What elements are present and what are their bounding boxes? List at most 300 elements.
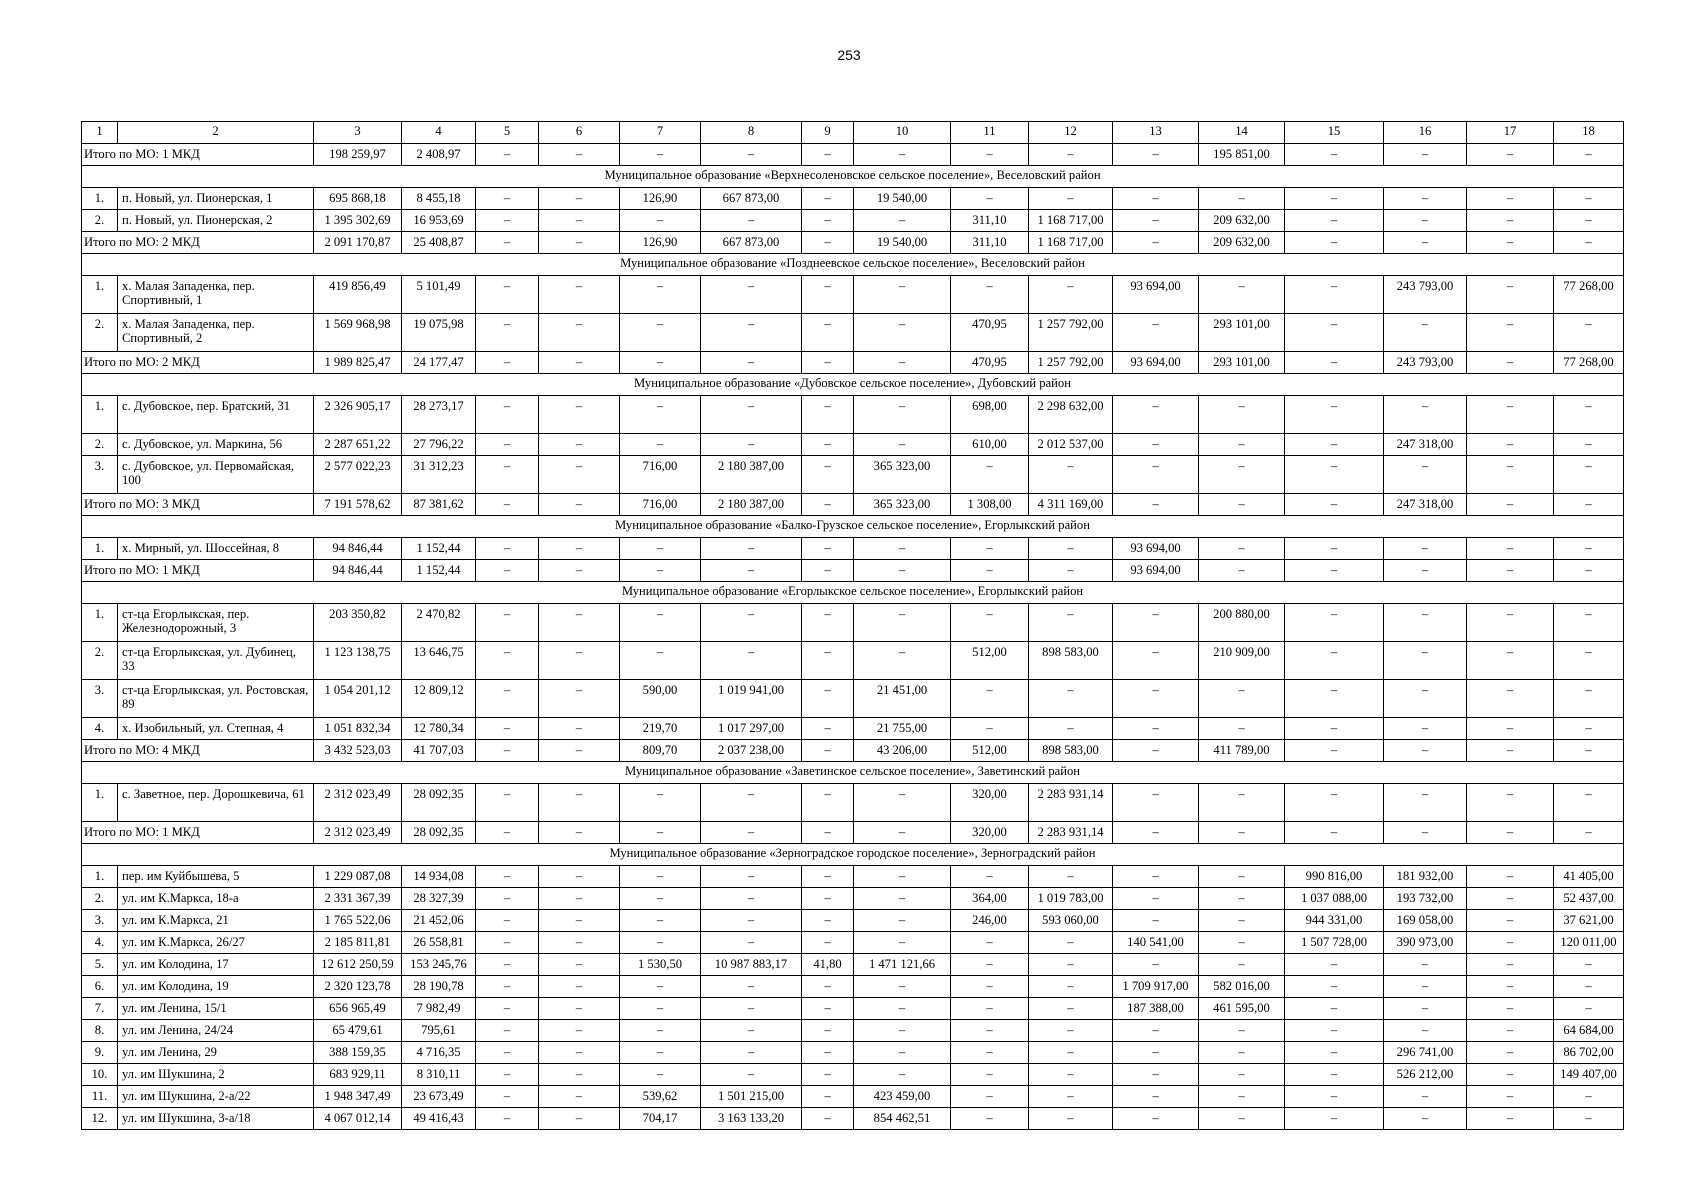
value-cell: – [1285,538,1384,560]
total-value-cell: 93 694,00 [1113,352,1199,374]
value-cell: 4 716,35 [402,1042,476,1064]
value-cell: – [802,210,854,232]
total-value-cell: – [1285,494,1384,516]
value-cell: – [701,998,802,1020]
value-cell: 26 558,81 [402,932,476,954]
building-address: п. Новый, ул. Пионерская, 1 [118,188,314,210]
value-cell: – [1113,314,1199,352]
repair-register-table [81,121,1624,1130]
total-value-cell: – [1029,560,1113,582]
total-value-cell: 195 851,00 [1199,144,1285,166]
total-value-cell: 2 312 023,49 [314,822,402,844]
row-number: 7. [82,998,118,1020]
value-cell: – [802,314,854,352]
value-cell: – [1113,1086,1199,1108]
value-cell: 64 684,00 [1554,1020,1624,1042]
value-cell: – [701,888,802,910]
municipality-heading-row [82,844,1624,866]
total-value-cell: 24 177,47 [402,352,476,374]
row-number: 4. [82,718,118,740]
building-address: ул. им Шукшина, 2-а/22 [118,1086,314,1108]
value-cell: 2 326 905,17 [314,396,402,434]
value-cell: – [1199,932,1285,954]
column-number-header: 14 [1199,122,1285,144]
value-cell: 2 185 811,81 [314,932,402,954]
value-cell: – [1199,1064,1285,1086]
total-value-cell: – [476,144,539,166]
value-cell: – [1029,1086,1113,1108]
total-value-cell: 87 381,62 [402,494,476,516]
value-cell: – [1285,954,1384,976]
value-cell: – [951,1020,1029,1042]
value-cell: – [701,276,802,314]
total-value-cell: – [1467,822,1554,844]
value-cell: 512,00 [951,642,1029,680]
value-cell: – [1285,642,1384,680]
row-number: 2. [82,434,118,456]
value-cell: – [539,1108,620,1130]
total-value-cell: – [1285,740,1384,762]
value-cell: – [620,314,701,352]
value-cell: – [620,932,701,954]
value-cell: – [539,396,620,434]
value-cell: – [1384,976,1467,998]
total-value-cell: – [1467,352,1554,374]
value-cell: – [1384,188,1467,210]
value-cell: 246,00 [951,910,1029,932]
row-number: 2. [82,642,118,680]
value-cell: 593 060,00 [1029,910,1113,932]
total-value-cell: 365 323,00 [854,494,951,516]
building-address: с. Заветное, пер. Дорошкевича, 61 [118,784,314,822]
value-cell: – [620,1020,701,1042]
value-cell: 4 067 012,14 [314,1108,402,1130]
value-cell: – [701,910,802,932]
total-value-cell: – [1467,144,1554,166]
value-cell: – [802,276,854,314]
value-cell: – [1554,314,1624,352]
value-cell: 31 312,23 [402,456,476,494]
building-address: ул. им К.Маркса, 18-а [118,888,314,910]
total-value-cell: – [1554,494,1624,516]
value-cell: – [539,932,620,954]
total-value-cell: – [476,494,539,516]
value-cell: – [1029,604,1113,642]
value-cell: 1 395 302,69 [314,210,402,232]
value-cell: – [701,784,802,822]
row-number: 1. [82,866,118,888]
value-cell: 610,00 [951,434,1029,456]
total-value-cell: – [539,352,620,374]
value-cell: – [701,1064,802,1086]
value-cell: 320,00 [951,784,1029,822]
building-row [82,188,1624,210]
value-cell: 1 948 347,49 [314,1086,402,1108]
municipality-total-row [82,560,1624,582]
value-cell: – [476,210,539,232]
value-cell: – [1554,210,1624,232]
total-value-cell: 25 408,87 [402,232,476,254]
value-cell: – [854,976,951,998]
value-cell: – [1029,456,1113,494]
value-cell: – [1199,434,1285,456]
municipality-heading-row [82,516,1624,538]
value-cell: 210 909,00 [1199,642,1285,680]
value-cell: – [476,976,539,998]
value-cell: 153 245,76 [402,954,476,976]
value-cell: 243 793,00 [1384,276,1467,314]
building-row [82,718,1624,740]
value-cell: 219,70 [620,718,701,740]
building-row [82,604,1624,642]
value-cell: – [1384,1020,1467,1042]
total-label: Итого по МО: 1 МКД [82,560,314,582]
column-number-header-row [82,122,1624,144]
total-label: Итого по МО: 4 МКД [82,740,314,762]
value-cell: 169 058,00 [1384,910,1467,932]
row-number: 3. [82,680,118,718]
value-cell: – [539,718,620,740]
total-value-cell: – [539,494,620,516]
value-cell: – [1467,396,1554,434]
building-row [82,276,1624,314]
column-number-header: 18 [1554,122,1624,144]
value-cell: – [1113,642,1199,680]
value-cell: 49 416,43 [402,1108,476,1130]
value-cell: 390 973,00 [1384,932,1467,954]
value-cell: – [476,718,539,740]
value-cell: 19 540,00 [854,188,951,210]
building-address: ул. им Шукшина, 3-а/18 [118,1108,314,1130]
value-cell: 247 318,00 [1384,434,1467,456]
value-cell: 1 017 297,00 [701,718,802,740]
value-cell: – [1113,1064,1199,1086]
value-cell: – [1285,998,1384,1020]
value-cell: 795,61 [402,1020,476,1042]
value-cell: – [476,1108,539,1130]
total-value-cell: – [951,144,1029,166]
value-cell: 388 159,35 [314,1042,402,1064]
value-cell: – [802,434,854,456]
value-cell: – [802,998,854,1020]
value-cell: – [539,604,620,642]
total-value-cell: 2 091 170,87 [314,232,402,254]
value-cell: 28 190,78 [402,976,476,998]
value-cell: – [1554,718,1624,740]
value-cell: – [802,188,854,210]
value-cell: 41,80 [802,954,854,976]
value-cell: – [1384,642,1467,680]
value-cell: – [476,1064,539,1086]
value-cell: – [539,1086,620,1108]
value-cell: – [539,538,620,560]
page-number: 253 [837,47,861,63]
total-value-cell: – [539,740,620,762]
value-cell: – [1467,954,1554,976]
value-cell: – [620,866,701,888]
total-value-cell: – [1384,560,1467,582]
row-number: 1. [82,538,118,560]
total-value-cell: – [701,822,802,844]
total-value-cell: – [802,352,854,374]
value-cell: – [951,188,1029,210]
value-cell: 28 273,17 [402,396,476,434]
value-cell: – [951,866,1029,888]
total-value-cell: 311,10 [951,232,1029,254]
value-cell: – [1113,188,1199,210]
column-number-header: 16 [1384,122,1467,144]
value-cell: – [802,976,854,998]
value-cell: – [854,396,951,434]
value-cell: – [539,210,620,232]
value-cell: – [1285,188,1384,210]
total-value-cell: 3 432 523,03 [314,740,402,762]
value-cell: – [854,1042,951,1064]
value-cell: – [1554,1086,1624,1108]
municipality-total-row [82,494,1624,516]
value-cell: – [1467,1086,1554,1108]
total-value-cell: – [1554,560,1624,582]
total-value-cell: – [1113,232,1199,254]
value-cell: – [620,276,701,314]
value-cell: – [951,932,1029,954]
value-cell: – [1384,210,1467,232]
value-cell: – [1467,434,1554,456]
value-cell: 590,00 [620,680,701,718]
total-value-cell: – [854,144,951,166]
value-cell: – [1113,1020,1199,1042]
building-row [82,314,1624,352]
total-value-cell: – [620,560,701,582]
value-cell: – [476,1020,539,1042]
value-cell: – [539,680,620,718]
total-value-cell: 4 311 169,00 [1029,494,1113,516]
total-label: Итого по МО: 1 МКД [82,144,314,166]
value-cell: – [476,276,539,314]
value-cell: – [701,976,802,998]
value-cell: – [620,642,701,680]
total-value-cell: 2 180 387,00 [701,494,802,516]
value-cell: 12 780,34 [402,718,476,740]
value-cell: 716,00 [620,456,701,494]
value-cell: – [854,604,951,642]
total-value-cell: 198 259,97 [314,144,402,166]
total-value-cell: – [476,352,539,374]
value-cell: 12 809,12 [402,680,476,718]
table-body [82,122,1624,1130]
value-cell: – [1199,910,1285,932]
value-cell: – [620,976,701,998]
row-number: 1. [82,188,118,210]
value-cell: – [1554,680,1624,718]
row-number: 10. [82,1064,118,1086]
building-row [82,396,1624,434]
value-cell: 1 530,50 [620,954,701,976]
value-cell: 21 451,00 [854,680,951,718]
value-cell: – [620,998,701,1020]
municipality-heading-row [82,582,1624,604]
value-cell: – [1113,888,1199,910]
value-cell: – [1384,954,1467,976]
value-cell: 23 673,49 [402,1086,476,1108]
column-number-header: 8 [701,122,802,144]
value-cell: – [951,1064,1029,1086]
value-cell: – [620,784,701,822]
value-cell: – [1467,1108,1554,1130]
value-cell: – [1285,210,1384,232]
total-value-cell: – [539,822,620,844]
total-value-cell: – [539,560,620,582]
value-cell: 698,00 [951,396,1029,434]
municipality-heading: Муниципальное образование «Заветинское сельское поселение», Заветинский район [82,762,1624,784]
value-cell: – [854,888,951,910]
total-value-cell: 667 873,00 [701,232,802,254]
value-cell: – [1384,538,1467,560]
value-cell: – [1384,604,1467,642]
value-cell: 140 541,00 [1113,932,1199,954]
value-cell: – [1285,976,1384,998]
building-address: п. Новый, ул. Пионерская, 2 [118,210,314,232]
value-cell: – [1554,396,1624,434]
value-cell: – [539,642,620,680]
value-cell: – [620,396,701,434]
municipality-total-row [82,822,1624,844]
total-value-cell: – [1467,232,1554,254]
value-cell: – [701,314,802,352]
building-address: пер. им Куйбышева, 5 [118,866,314,888]
value-cell: – [1029,866,1113,888]
value-cell: – [701,1042,802,1064]
value-cell: – [1199,954,1285,976]
value-cell: – [1384,314,1467,352]
building-row [82,434,1624,456]
value-cell: 898 583,00 [1029,642,1113,680]
total-value-cell: – [476,740,539,762]
value-cell: – [1029,976,1113,998]
total-value-cell: – [1199,822,1285,844]
value-cell: – [1029,276,1113,314]
total-value-cell: – [1199,560,1285,582]
value-cell: – [802,456,854,494]
value-cell: – [802,642,854,680]
value-cell: – [1199,456,1285,494]
value-cell: – [1113,954,1199,976]
total-value-cell: – [1554,822,1624,844]
value-cell: 5 101,49 [402,276,476,314]
value-cell: – [951,1042,1029,1064]
total-value-cell: – [1554,232,1624,254]
value-cell: 2 312 023,49 [314,784,402,822]
row-number: 1. [82,396,118,434]
value-cell: – [802,932,854,954]
value-cell: – [802,1108,854,1130]
building-address: ул. им Шукшина, 2 [118,1064,314,1086]
value-cell: 1 054 201,12 [314,680,402,718]
value-cell: – [802,1086,854,1108]
value-cell: – [854,210,951,232]
building-address: ул. им Ленина, 29 [118,1042,314,1064]
value-cell: – [1029,998,1113,1020]
value-cell: – [951,538,1029,560]
value-cell: – [1285,1042,1384,1064]
building-address: ул. им Ленина, 15/1 [118,998,314,1020]
municipality-total-row [82,740,1624,762]
value-cell: – [476,998,539,1020]
total-value-cell: – [802,232,854,254]
value-cell: 1 765 522,06 [314,910,402,932]
value-cell: 990 816,00 [1285,866,1384,888]
value-cell: – [1199,784,1285,822]
value-cell: 1 168 717,00 [1029,210,1113,232]
total-value-cell: 77 268,00 [1554,352,1624,374]
total-value-cell: – [539,232,620,254]
building-address: ул. им К.Маркса, 21 [118,910,314,932]
value-cell: – [854,642,951,680]
value-cell: 93 694,00 [1113,276,1199,314]
value-cell: – [701,932,802,954]
value-cell: – [1199,866,1285,888]
value-cell: – [539,434,620,456]
value-cell: – [476,866,539,888]
value-cell: 1 229 087,08 [314,866,402,888]
value-cell: – [539,1064,620,1086]
total-value-cell: 1 989 825,47 [314,352,402,374]
building-address: х. Малая Западенка, пер. Спортивный, 1 [118,276,314,314]
value-cell: – [854,932,951,954]
value-cell: – [476,642,539,680]
total-value-cell: – [802,144,854,166]
value-cell: 2 283 931,14 [1029,784,1113,822]
total-value-cell: 247 318,00 [1384,494,1467,516]
value-cell: – [476,604,539,642]
total-label: Итого по МО: 2 МКД [82,352,314,374]
value-cell: – [951,604,1029,642]
value-cell: – [1467,910,1554,932]
value-cell: – [1467,538,1554,560]
building-row [82,1020,1624,1042]
total-label: Итого по МО: 1 МКД [82,822,314,844]
total-value-cell: 1 257 792,00 [1029,352,1113,374]
value-cell: 1 501 215,00 [701,1086,802,1108]
value-cell: – [802,718,854,740]
value-cell: – [476,932,539,954]
value-cell: – [1029,718,1113,740]
value-cell: – [1199,276,1285,314]
value-cell: – [1467,456,1554,494]
value-cell: – [476,456,539,494]
total-value-cell: – [1285,352,1384,374]
value-cell: – [1029,932,1113,954]
value-cell: – [951,998,1029,1020]
value-cell: – [1467,784,1554,822]
total-value-cell: – [620,144,701,166]
value-cell: – [1199,1020,1285,1042]
value-cell: 21 452,06 [402,910,476,932]
municipality-heading: Муниципальное образование «Балко-Грузское сельское поселение», Егорлыкский район [82,516,1624,538]
value-cell: – [701,866,802,888]
value-cell: 3 163 133,20 [701,1108,802,1130]
value-cell: – [539,954,620,976]
value-cell: – [1113,1042,1199,1064]
value-cell: – [620,1064,701,1086]
row-number: 12. [82,1108,118,1130]
municipality-heading: Муниципальное образование «Верхнесоленовское сельское поселение», Веселовский район [82,166,1624,188]
total-value-cell: – [1384,822,1467,844]
value-cell: – [802,866,854,888]
building-address: ст-ца Егорлыкская, пер. Железнодорожный, 3 [118,604,314,642]
total-value-cell: – [701,560,802,582]
municipality-heading-row [82,166,1624,188]
